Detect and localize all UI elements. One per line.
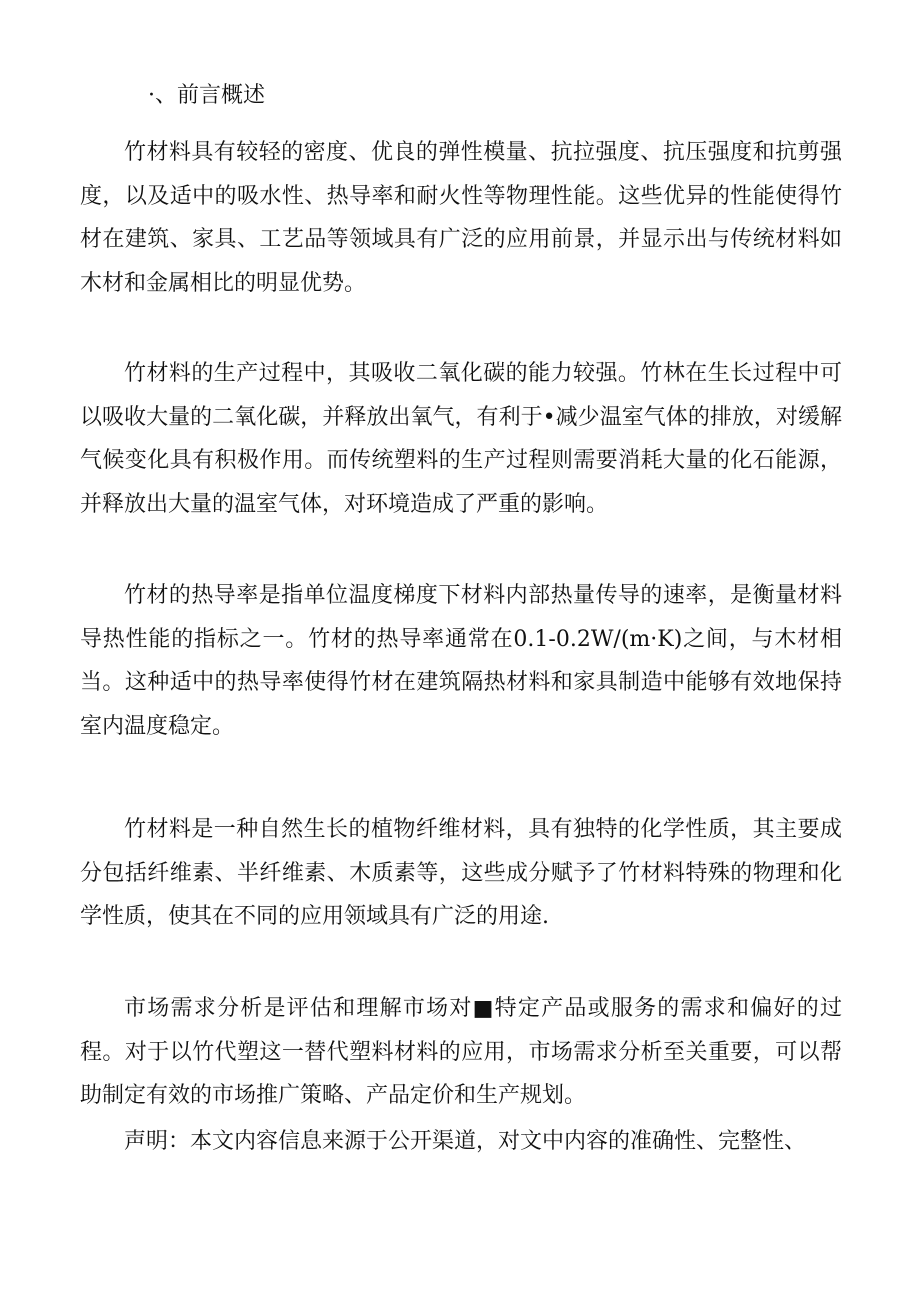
- paragraph-physical-properties: 竹材料具有较轻的密度、优良的弹性模量、抗拉强度、抗压强度和抗剪强度，以及适中的吸水性、热导率和耐火性等物理性能。这些优异的性能使得竹材在建筑、家具、工艺品等领域具有广泛的应用前景，并显示出与传统材料如木材和金属相比的明显优势。: [80, 140, 842, 297]
- paragraph-market-demand: 市场需求分析是评估和理解市场对■特定产品或服务的需求和偏好的过程。对于以竹代塑这一替代塑料材料的应用，市场需求分析至关重要，可以帮助制定有效的市场推广策略、产品定价和生产规划。: [80, 996, 842, 1109]
- section-heading: ·、前言概述: [148, 83, 265, 108]
- paragraph-thermal-conductivity: 竹材的热导率是指单位温度梯度下材料内部热量传导的速率，是衡量材料导热性能的指标之一。竹材的热导率通常在0.1-0.2W/(m·K)之间，与木材相当。这种适中的热导率使得竹材在建筑隔热材料和家具制造中能够有效地保持室内温度稳定。: [80, 583, 842, 740]
- paragraph-disclaimer: 声明：本文内容信息来源于公开渠道，对文中内容的准确性、完整性、: [124, 1129, 807, 1154]
- paragraph-chemical-properties: 竹材料是一种自然生长的植物纤维材料，具有独特的化学性质，其主要成分包括纤维素、半纤维素、木质素等，这些成分赋予了竹材料特殊的物理和化学性质，使其在不同的应用领域具有广泛的用途.: [80, 817, 842, 930]
- paragraph-carbon-absorption: 竹材料的生产过程中，其吸收二氧化碳的能力较强。竹林在生长过程中可以吸收大量的二氧化碳，并释放出氧气，有利于•减少温室气体的排放，对缓解气候变化具有积极作用。而传统塑料的生产过程则需要消耗大量的化石能源，并释放出大量的温室气体，对环境造成了严重的影响。: [80, 361, 842, 518]
